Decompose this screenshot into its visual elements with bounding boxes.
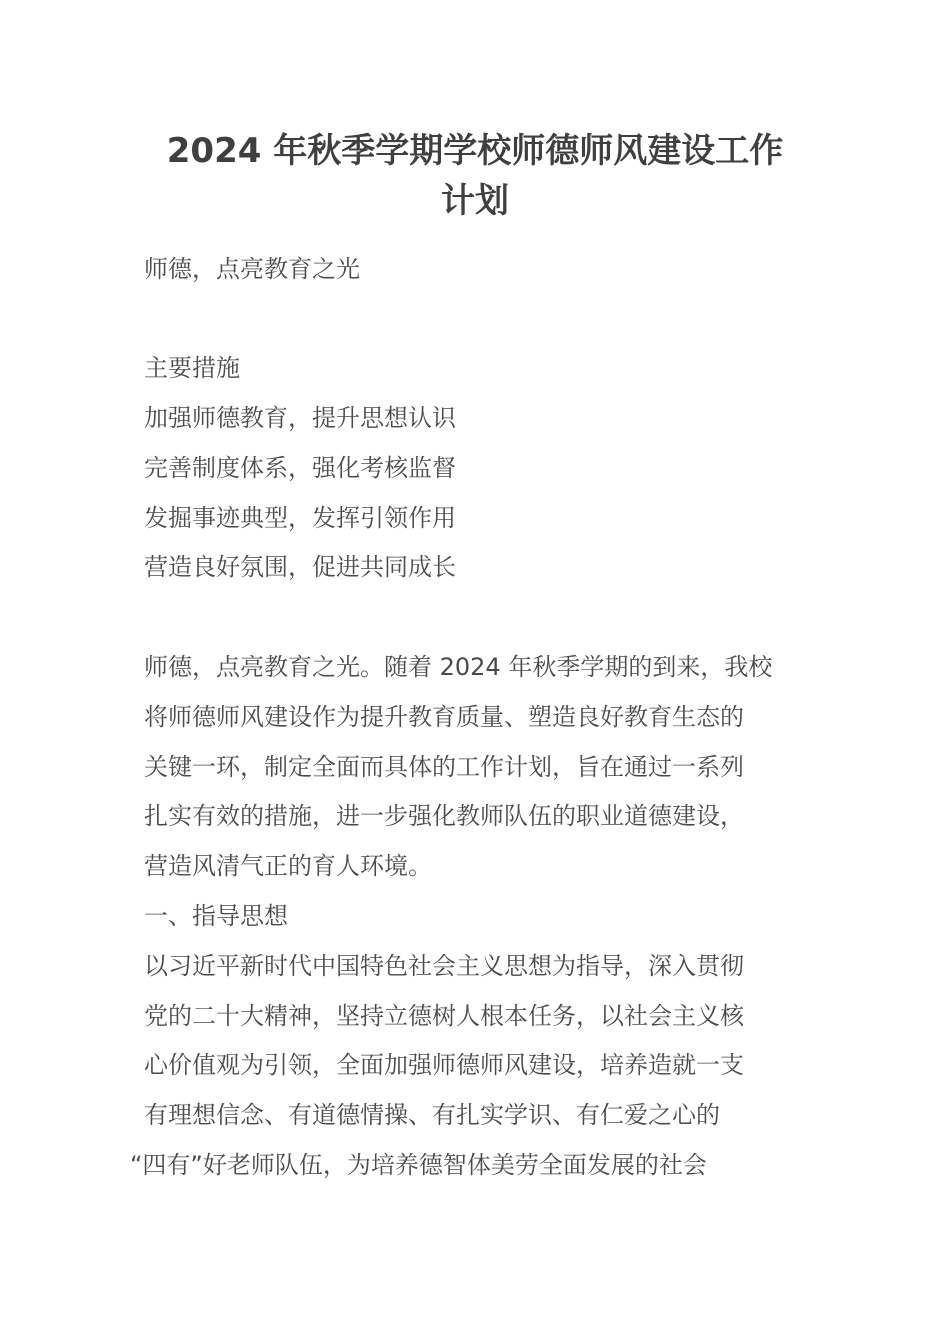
intro-paragraph-line: 将师德师风建设作为提升教育质量、塑造良好教育生态的 — [144, 703, 744, 731]
intro-paragraph-line: 师德，点亮教育之光。随着 2024 年秋季学期的到来，我校 — [144, 653, 773, 681]
document-subtitle: 师德，点亮教育之光 — [144, 255, 360, 283]
section-heading: 一、指导思想 — [144, 902, 288, 930]
measure-item: 完善制度体系，强化考核监督 — [144, 454, 456, 482]
intro-paragraph-line: 营造风清气正的育人环境。 — [144, 852, 432, 880]
document-title — [140, 126, 810, 226]
section-paragraph-line: 党的二十大精神，坚持立德树人根本任务，以社会主义核 — [144, 1002, 744, 1030]
section-paragraph-line: 有理想信念、有道德情操、有扎实学识、有仁爱之心的 — [144, 1101, 720, 1129]
measure-item: 营造良好氛围，促进共同成长 — [144, 553, 456, 581]
section-paragraph-line: 以习近平新时代中国特色社会主义思想为指导，深入贯彻 — [144, 952, 744, 980]
measure-item: 加强师德教育，提升思想认识 — [144, 404, 456, 432]
intro-paragraph-line: 扎实有效的措施，进一步强化教师队伍的职业道德建设， — [144, 802, 744, 830]
measures-heading: 主要措施 — [144, 354, 240, 382]
section-paragraph-line: “四有”好老师队伍，为培养德智体美劳全面发展的社会 — [130, 1151, 707, 1179]
intro-paragraph-line: 关键一环，制定全面而具体的工作计划，旨在通过一系列 — [144, 753, 744, 781]
title-line-1: 2024 年秋季学期学校师德师风建设工作 — [166, 131, 784, 171]
section-paragraph-line: 心价值观为引领，全面加强师德师风建设，培养造就一支 — [144, 1051, 744, 1079]
measure-item: 发掘事迹典型，发挥引领作用 — [144, 504, 456, 532]
title-line-2: 计划 — [441, 181, 509, 221]
